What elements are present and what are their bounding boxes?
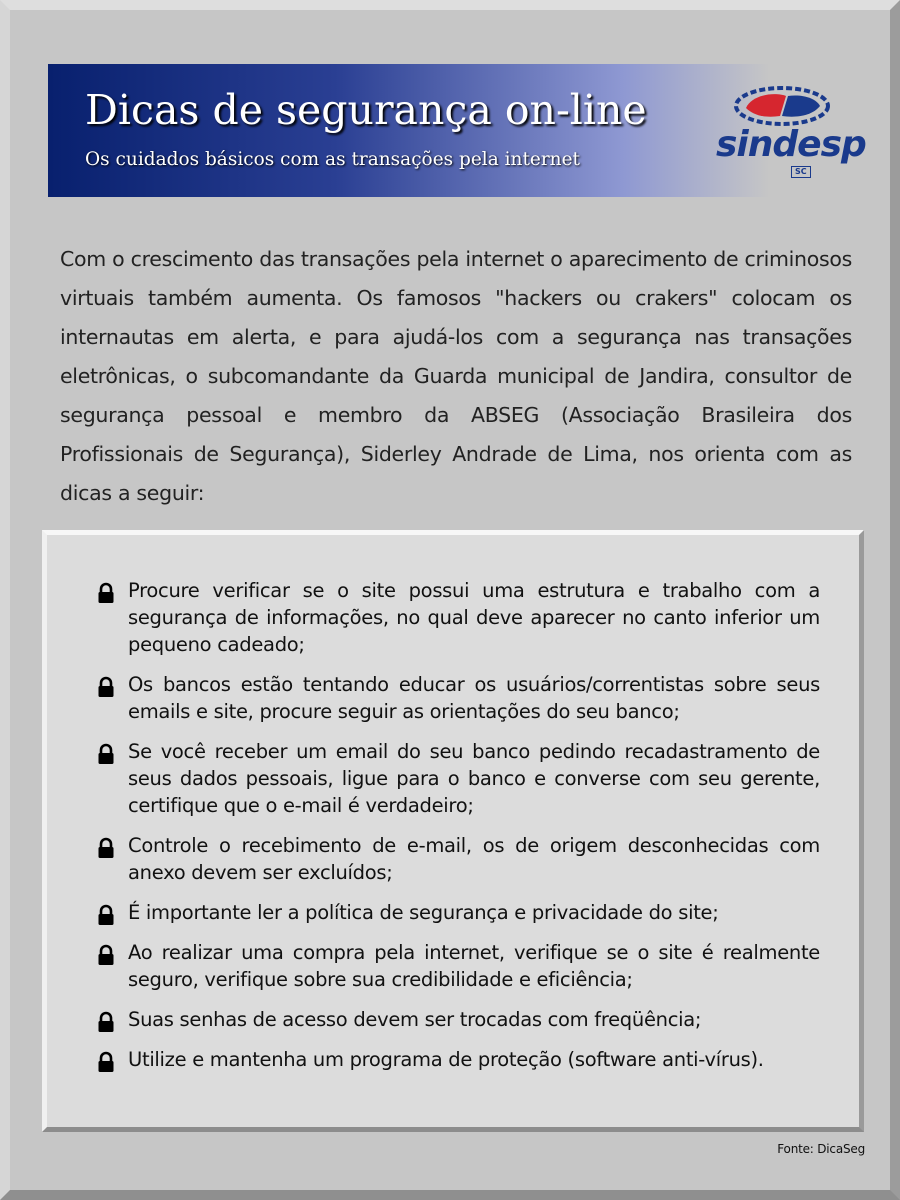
page-title: Dicas de segurança on-line <box>85 86 647 134</box>
tip-text: Os bancos estão tentando educar os usuários/correntistas sobre seus emails e site, procure seguir as orientações do seu banco; <box>128 673 820 723</box>
lock-icon <box>97 944 115 966</box>
tip-text: É importante ler a política de segurança e privacidade do site; <box>128 901 719 924</box>
tip-item <box>94 1046 820 1073</box>
tip-item <box>94 577 820 658</box>
header-banner <box>48 64 868 197</box>
lock-icon <box>97 582 115 604</box>
source-credit: Fonte: DicaSeg <box>777 1142 865 1156</box>
lock-icon <box>97 1051 115 1073</box>
page-subtitle: Os cuidados básicos com as transações pela internet <box>85 149 580 170</box>
tips-list <box>94 577 820 1086</box>
tip-text: Se você receber um email do seu banco pedindo recadastramento de seus dados pessoais, ligue para o banco e converse com seu gerente, certifique que o e-mail é verdadeiro; <box>128 740 820 817</box>
lock-icon <box>97 676 115 698</box>
tip-item <box>94 1006 820 1033</box>
lock-icon <box>97 837 115 859</box>
lock-icon <box>97 743 115 765</box>
tip-text: Ao realizar uma compra pela internet, verifique se o site é realmente seguro, verifique sobre sua credibilidade e eficiência; <box>128 941 820 991</box>
lock-icon <box>97 904 115 926</box>
tips-panel <box>42 530 864 1132</box>
intro-paragraph: Com o crescimento das transações pela internet o aparecimento de criminosos virtuais também aumenta. Os famosos "hackers ou crakers" colocam os internautas em alerta, e para ajudá-los com a segurança nas transações eletrônicas, o subcomandante da Guarda municipal de Jandira, consultor de segurança pessoal e membro da ABSEG (Associação Brasileira dos Profissionais de Segurança), Siderley Andrade de Lima, nos orienta com as dicas a seguir: <box>60 247 852 505</box>
tip-item <box>94 671 820 725</box>
tip-item <box>94 939 820 993</box>
logo-state-badge: SC <box>791 166 811 178</box>
lock-icon <box>97 1011 115 1033</box>
tip-item <box>94 832 820 886</box>
tip-text: Utilize e mantenha um programa de proteção (software anti-vírus). <box>128 1048 764 1071</box>
tip-text: Procure verificar se o site possui uma estrutura e trabalho com a segurança de informações, no qual deve aparecer no canto inferior um pequeno cadeado; <box>128 579 820 656</box>
logo-wordmark: sindesp <box>716 124 866 165</box>
sindesp-logo <box>716 86 866 181</box>
tip-item <box>94 899 820 926</box>
tip-text: Suas senhas de acesso devem ser trocadas com freqüência; <box>128 1008 702 1031</box>
tip-item <box>94 738 820 819</box>
tip-text: Controle o recebimento de e-mail, os de origem desconhecidas com anexo devem ser excluídos; <box>128 834 820 884</box>
